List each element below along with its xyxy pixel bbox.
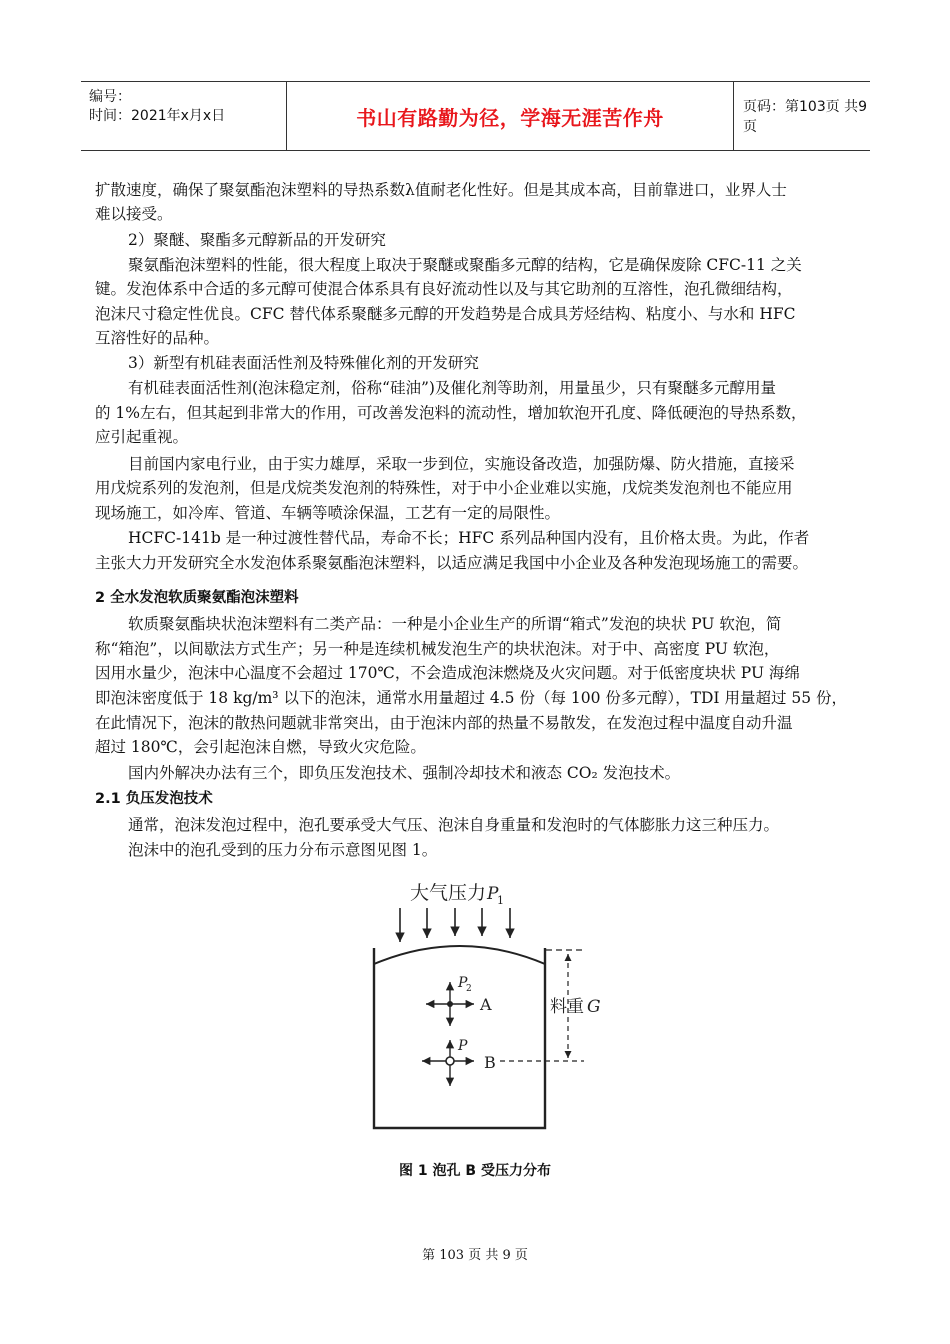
point-b-label: B bbox=[484, 1053, 496, 1072]
paragraph-line: 目前国内家电行业，由于实力雄厚，采取一步到位，实施设备改造，加强防爆、防火措施，直接采 bbox=[128, 455, 795, 473]
paragraph-line: 键。发泡体系中合适的多元醇可使混合体系具有良好流动性以及与其它助剂的互溶性，泡孔微细结构， bbox=[95, 280, 793, 298]
paragraph-line: 国内外解决办法有三个，即负压发泡技术、强制冷却技术和液态 CO₂ 发泡技术。 bbox=[128, 764, 681, 782]
header-left-cell bbox=[81, 82, 286, 150]
p2-label: P bbox=[458, 975, 468, 991]
paragraph-line: 互溶性好的品种。 bbox=[95, 329, 220, 347]
header-motto: 书山有路勤为径，学海无涯苦作舟 bbox=[286, 82, 734, 150]
point-a-label: A bbox=[480, 995, 492, 1014]
paragraph-line: 称“箱泡”，以间歇法方式生产；另一种是连续机械发泡生产的块状泡沫。对于中、高密度 PU 软泡， bbox=[95, 640, 780, 658]
subsection-heading: 2）聚醚、聚酯多元醇新品的开发研究 bbox=[128, 231, 386, 249]
header-table bbox=[81, 81, 870, 151]
paragraph-line: 用戊烷系列的发泡剂，但是戊烷类发泡剂的特殊性，对于中小企业难以实施，戊烷类发泡剂也不能应用 bbox=[95, 479, 793, 497]
paragraph-line: 难以接受。 bbox=[95, 205, 173, 223]
number-label: 编号： bbox=[89, 89, 131, 105]
paragraph-line: 泡沫中的泡孔受到的压力分布示意图见图 1。 bbox=[128, 841, 438, 859]
subsection-heading: 3）新型有机硅表面活性剂及特殊催化剂的开发研究 bbox=[128, 354, 479, 372]
paragraph-line: 在此情况下，泡沫的散热问题就非常突出，由于泡沫内部的热量不易散发，在发泡过程中温度自动升温 bbox=[95, 714, 793, 732]
paragraph-line: HCFC-141b 是一种过渡性替代品，寿命不长；HFC 系列品种国内没有，且价格太贵。为此，作者 bbox=[128, 529, 810, 547]
cell-b-bubble bbox=[446, 1057, 454, 1065]
paragraph-line: 泡沫尺寸稳定性优良。CFC 替代体系聚醚多元醇的开发趋势是合成具芳烃结构、粘度小、与水和 HFC bbox=[95, 305, 796, 323]
p1-label: P bbox=[487, 884, 499, 904]
g-label: G bbox=[587, 997, 601, 1017]
page-footer: 第 103 页 共 9 页 bbox=[422, 1248, 528, 1263]
cell-a-dot bbox=[447, 1001, 453, 1007]
atm-pressure-arrows bbox=[400, 908, 510, 942]
time-label: 时间：2021年x月x日 bbox=[89, 108, 226, 124]
paragraph-line: 应引起重视。 bbox=[95, 428, 189, 446]
paragraph-line: 扩散速度，确保了聚氨酯泡沫塑料的导热系数λ值耐老化性好。但是其成本高，目前靠进口，业界人士 bbox=[95, 181, 787, 199]
foam-surface bbox=[374, 946, 545, 964]
p1-subscript: 1 bbox=[497, 894, 504, 907]
paragraph-line: 通常，泡沫发泡过程中，泡孔要承受大气压、泡沫自身重量和发泡时的气体膨胀力这三种压力。 bbox=[128, 816, 780, 834]
atm-label: 大气压力 bbox=[410, 882, 487, 904]
paragraph-line: 软质聚氨酯块状泡沫塑料有二类产品：一种是小企业生产的所谓“箱式”发泡的块状 PU 软泡，简 bbox=[128, 615, 782, 633]
weight-label: 料重 bbox=[550, 997, 584, 1017]
figure-caption: 图 1 泡孔 B 受压力分布 bbox=[399, 1163, 551, 1179]
section-heading: 2.1 负压发泡技术 bbox=[95, 791, 213, 807]
section-heading: 2 全水发泡软质聚氨酯泡沫塑料 bbox=[95, 590, 299, 606]
pressure-diagram bbox=[360, 870, 620, 1140]
paragraph-line: 聚氨酯泡沫塑料的性能，很大程度上取决于聚醚或聚酯多元醇的结构，它是确保废除 CFC-11 之关 bbox=[128, 256, 802, 274]
paragraph-line: 有机硅表面活性剂(泡沫稳定剂，俗称“硅油”)及催化剂等助剂，用量虽少，只有聚醚多元醇用量 bbox=[128, 379, 776, 397]
paragraph-line: 因用水量少，泡沫中心温度不会超过 170℃，不会造成泡沫燃烧及火灾问题。对于低密度块状 PU 海绵 bbox=[95, 664, 800, 682]
p-label: P bbox=[458, 1038, 468, 1054]
paragraph-line: 主张大力开发研究全水发泡体系聚氨酯泡沫塑料，以适应满足我国中小企业及各种发泡现场施工的需要。 bbox=[95, 554, 809, 572]
paragraph-line: 超过 180℃，会引起泡沫自燃，导致火灾危险。 bbox=[95, 738, 426, 756]
paragraph-line: 即泡沫密度低于 18 kg/m³ 以下的泡沫，通常水用量超过 4.5 份（每 100 份多元醇），TDI 用量超过 55 份， bbox=[95, 689, 848, 707]
paragraph-line: 现场施工，如冷库、管道、车辆等喷涂保温，工艺有一定的局限性。 bbox=[95, 504, 561, 522]
p2-subscript: 2 bbox=[466, 984, 472, 994]
paragraph-line: 的 1%左右，但其起到非常大的作用，可改善发泡料的流动性，增加软泡开孔度、降低硬泡的导热系数， bbox=[95, 404, 807, 422]
header-page-code: 页码：第103页 共9页 bbox=[743, 99, 868, 135]
